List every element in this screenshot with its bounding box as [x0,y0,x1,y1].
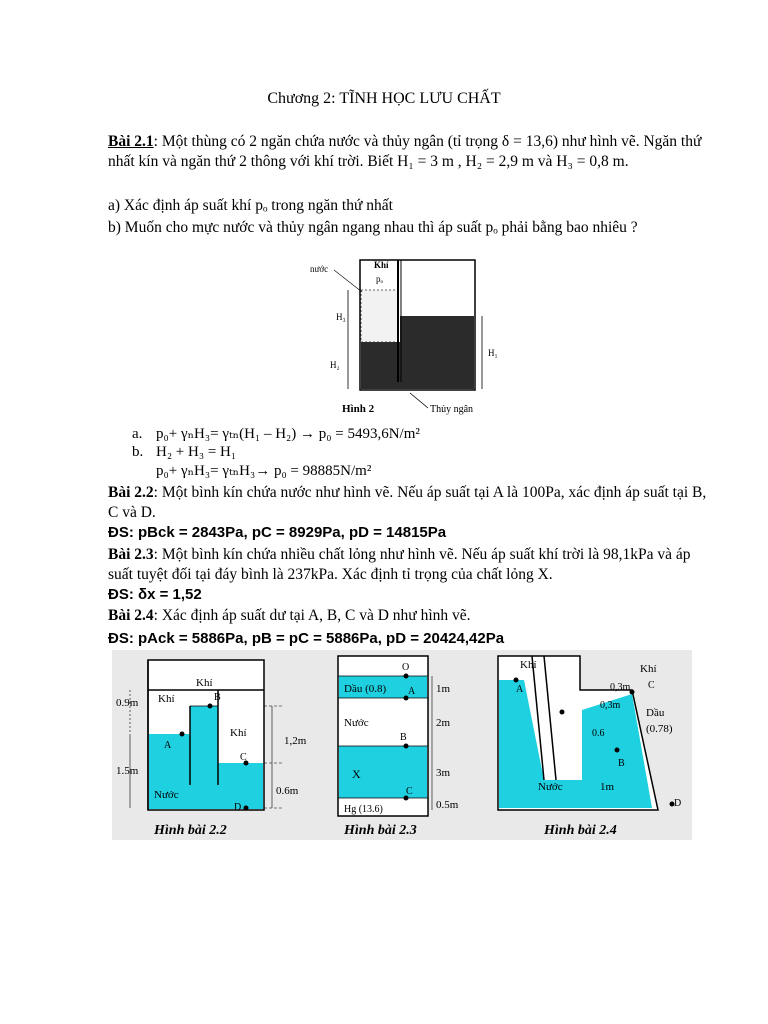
fig22-d15: 1.5m [116,765,139,777]
fig22-B: B [214,692,221,703]
fig24-nuoc: Nước [538,781,563,793]
fig24-khi2: Khí [640,663,657,675]
fig23-d1: 1m [436,683,451,695]
chapter-title: Chương 2: TĨNH HỌC LƯU CHẤT [267,90,501,107]
problem-2-1-question-b: b) Muốn cho mực nước và thủy ngân ngang nhau thì áp suất pₒ phải bằng bao nhiêu ? [108,219,638,236]
problem-2-3-label: Bài 2.3 [108,546,154,563]
fig23-d2: 2m [436,717,451,729]
fig23-d05: 0.5m [436,799,459,811]
problem-2-3-answer: ĐS: δx = 1,52 [108,586,202,603]
solution-b-line2: p₀+ γₙH₃= γₜₙH₃→ p₀ = 98885N/m² [156,463,372,479]
fig2-label-thuyngan: Thủy ngân [430,404,474,415]
problem-2-2-text: : Một bình kín chứa nước như hình vẽ. Nếu áp suất tại A là 100Pa, xác định áp suất tại B, C và D. [108,484,707,521]
fig2-label-h1: H₁ [488,348,498,358]
problem-2-1-question-a: a) Xác định áp suất khí pₒ trong ngăn thứ nhất [108,197,393,214]
fig22-C: C [240,752,247,763]
problem-2-4-label: Bài 2.4 [108,607,154,624]
problem-2-3-text: : Một bình kín chứa nhiều chất lỏng như hình vẽ. Nếu áp suất khí trời là 98,1kPa và áp suất tuyệt đối tại đáy bình là 237kPa. Xác định tỉ trọng của chất lỏng X. [108,546,691,583]
fig22-nuoc: Nước [154,789,179,801]
fig23-A: A [408,686,416,697]
fig24-A: A [516,684,524,695]
fig22-d09: 0.9m [116,697,139,709]
fig22-A: A [164,740,172,751]
fig2-label-h3: H₃ [336,312,346,322]
problem-2-1-text: : Một thùng có 2 ngăn chứa nước và thủy ngân (tỉ trọng δ = 13,6) như hình vẽ. Ngăn thứ nhất kín và ngăn thứ 2 thông với khí trời. Biết H₁ = 3 m , H₂ = 2,9 m và H₃ = 0,8 m. [108,133,702,170]
fig23-C: C [406,786,413,797]
fig24-d03b: 0,3m [600,700,621,711]
problem-2-3-statement [108,545,708,585]
fig24-khi1: Khí [520,659,537,671]
problem-2-4-answer: ĐS: pAck = 5886Pa, pB = pC = 5886Pa, pD = 20424,42Pa [108,630,505,647]
fig23-x-label: X [352,767,361,781]
solution-a: p₀+ γₙH₃= γₜₙ(H₁ – H₂) → p₀ = 5493,6N/m² [156,426,420,442]
problem-2-4-text: : Xác định áp suất dư tại A, B, C và D như hình vẽ. [153,607,471,624]
fig24-d1: 1m [600,781,615,793]
problem-2-1-statement [108,132,708,172]
fig23-nuoc: Nước [344,717,369,729]
fig2-caption: Hình 2 [342,403,375,415]
problem-2-2-label: Bài 2.2 [108,484,154,501]
fig24-dau-sg: (0.78) [646,723,673,735]
fig24-dau: Dầu [646,707,665,719]
fig22-caption: Hình bài 2.2 [154,823,227,838]
fig2-label-khi: Khí [374,260,389,270]
fig24-d06: 0.6 [592,728,605,739]
fig22-khi1: Khí [158,693,175,705]
fig2-label-h2: H₂ [330,360,340,370]
fig23-d3: 3m [436,767,451,779]
fig23-hg: Hg (13.6) [344,804,383,815]
figure-hinh-2 [310,250,510,420]
fig24-D: D [674,798,682,809]
mercury-right [400,316,474,389]
problem-2-1-label: Bài 2.1 [108,133,154,150]
fig24-C: C [648,680,655,691]
fig23-dau: Dầu (0.8) [344,683,387,695]
fig24-d03a: 0,3m [610,682,631,693]
fig2-label-nuoc: nước [310,264,329,274]
solution-a-marker: a. [132,426,143,442]
fig24-B: B [618,758,625,769]
problem-2-2-answer: ĐS: pBck = 2843Pa, pC = 8929Pa, pD = 14815Pa [108,524,447,541]
fig23-O: O [402,662,410,673]
fig23-caption: Hình bài 2.3 [344,823,417,838]
fig22-khi3: Khí [230,727,247,739]
fig22-D: D [234,802,242,813]
fig2-label-po: pₒ [376,274,384,284]
problem-2-4-statement [108,606,708,626]
fig24-caption: Hình bài 2.4 [544,823,617,838]
solution-b-marker: b. [132,444,144,460]
fig22-d06: 0.6m [276,785,299,797]
fig22-khi2: Khí [196,677,213,689]
water-layer [361,290,398,342]
problem-2-2-statement [108,483,708,523]
fig23-B: B [400,732,407,743]
figures-panel [112,650,692,840]
fig22-d12: 1,2m [284,735,307,747]
solution-b-line1: H₂ + H₃ = H₁ [156,444,237,460]
